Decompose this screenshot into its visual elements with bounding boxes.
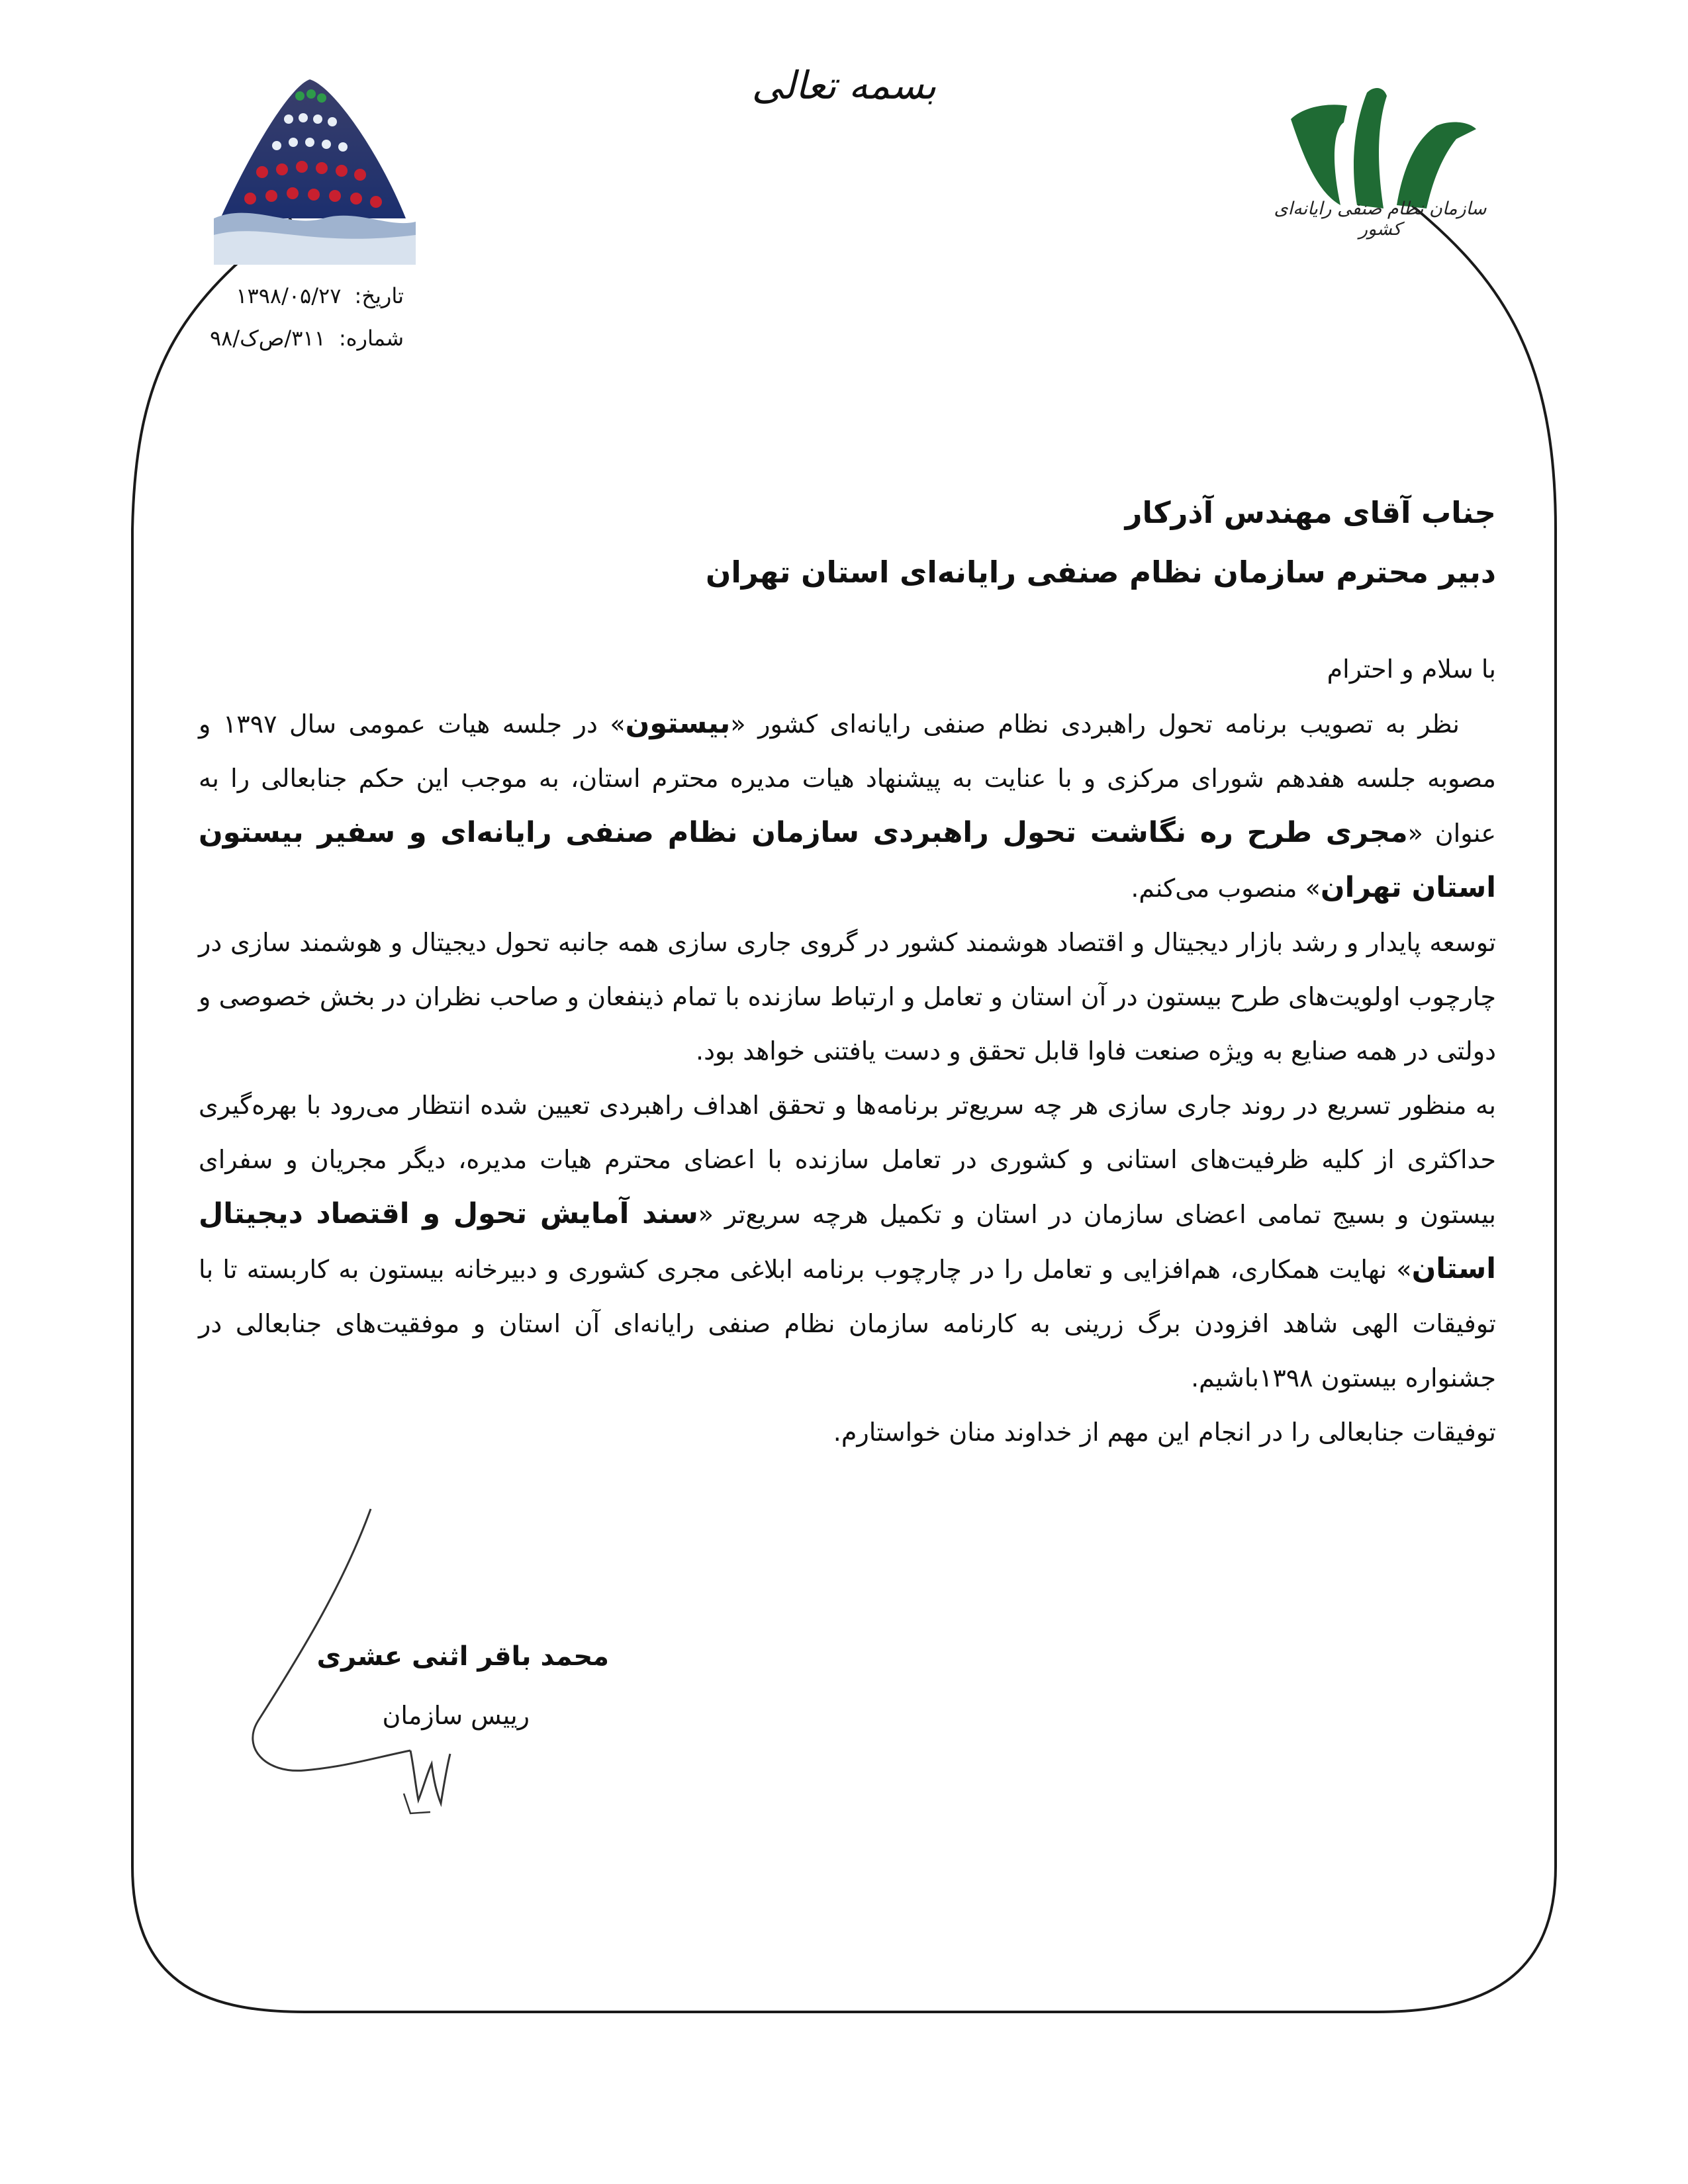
addressee-block: [199, 483, 1496, 602]
date-label: تاریخ:: [354, 283, 404, 308]
p3-text-c: » نهایت همکاری، هم‌افزایی و تعامل را در چارچوب برنامه ابلاغی مجری کشوری و دبیرخانه بیستون به کاربسته تا با توفیقات الهی شاهد افزودن برگ زرینی به کارنامه سازمان نظام صنفی رایانه‌ای آن استان و موفقیت‌های جنابعالی در جشنواره بیستون ۱۳۹۸باشیم.: [199, 1255, 1496, 1392]
date-value: ۱۳۹۸/۰۵/۲۷: [236, 283, 342, 308]
p1-text-e: » منصوب می‌کنم.: [1131, 874, 1321, 903]
closing: توفیقات جنابعالی را در انجام این مهم از خداوند منان خواستارم.: [833, 1418, 1496, 1447]
addressee-position: دبیر محترم سازمان نظام صنفی رایانه‌ای استان تهران: [705, 555, 1496, 590]
p1-text-c: » در جلسه هیات عمومی سال ۱۳۹۷ و مصوبه جلسه هفدهم شورای مرکزی و با عنایت به پیشنهاد هیات مدیره محترم استان، به موجب این حکم جنابعالی را به عنوان «: [199, 709, 1496, 848]
paragraph-development: توسعه پایدار و رشد بازار دیجیتال و اقتصاد هوشمند کشور در گروی جاری سازی همه جانبه تحول دیجیتال و هوشمند سازی در چارچوب اولویت‌های طرح بیستون در آن استان و تعامل و ارتباط سازنده با تمام ذینفعان و صاحب نظران در بخش خصوصی و دولتی در همه صنایع به ویژه صنعت فاوا قابل تحقق و دست یافتنی خواهد بود.: [199, 928, 1496, 1066]
bismillah-heading: بسمه تعالی: [751, 63, 937, 108]
number-label: شماره:: [338, 326, 404, 351]
letter-body: [199, 642, 1496, 1459]
addressee-name: جناب آقای مهندس آذرکار: [1125, 495, 1496, 530]
letter-number: [73, 326, 404, 351]
org-logo-caption: سازمان نظام صنفی رایانه‌ای کشور: [1274, 199, 1487, 240]
p1-text-a: نظر به تصویب برنامه تحول راهبردی نظام صنفی رایانه‌ای کشور «: [730, 709, 1460, 739]
p1-bistoon: بیستون: [625, 707, 731, 740]
letter-date: [73, 283, 404, 308]
paragraph-expectation: [199, 1078, 1496, 1405]
greeting: با سلام و احترام: [1327, 655, 1496, 684]
bistoon-emblem: [211, 66, 416, 265]
p3-text-a: به منظور تسریع در روند جاری سازی هر چه سریع‌تر برنامه‌ها و تحقق اهداف راهبردی تعیین شده انتظار می‌رود با بهره‌گیری حداکثری از کلیه ظرفیت‌های استانی و کشوری در تعامل سازنده با اعضای محترم هیات مدیره، دیگر مجریان و سفرای بیستون و بسیج تمامی اعضای سازمان در استان و تکمیل هرچه سریع‌تر «: [199, 1091, 1496, 1229]
p3-document: سند آمایش تحول و اقتصاد دیجیتال استان: [199, 1197, 1496, 1285]
signer-name: محمد باقر اثنی عشری: [316, 1641, 609, 1672]
paragraph-appointment: [199, 696, 1496, 915]
signer-title: رییس سازمان: [382, 1701, 530, 1730]
number-value: ۳۱۱/ص‌ک/۹۸: [209, 326, 326, 351]
p1-role: مجری طرح ره نگاشت تحول راهبردی سازمان نظام صنفی رایانه‌ای و سفیر بیستون استان تهران: [199, 816, 1496, 904]
